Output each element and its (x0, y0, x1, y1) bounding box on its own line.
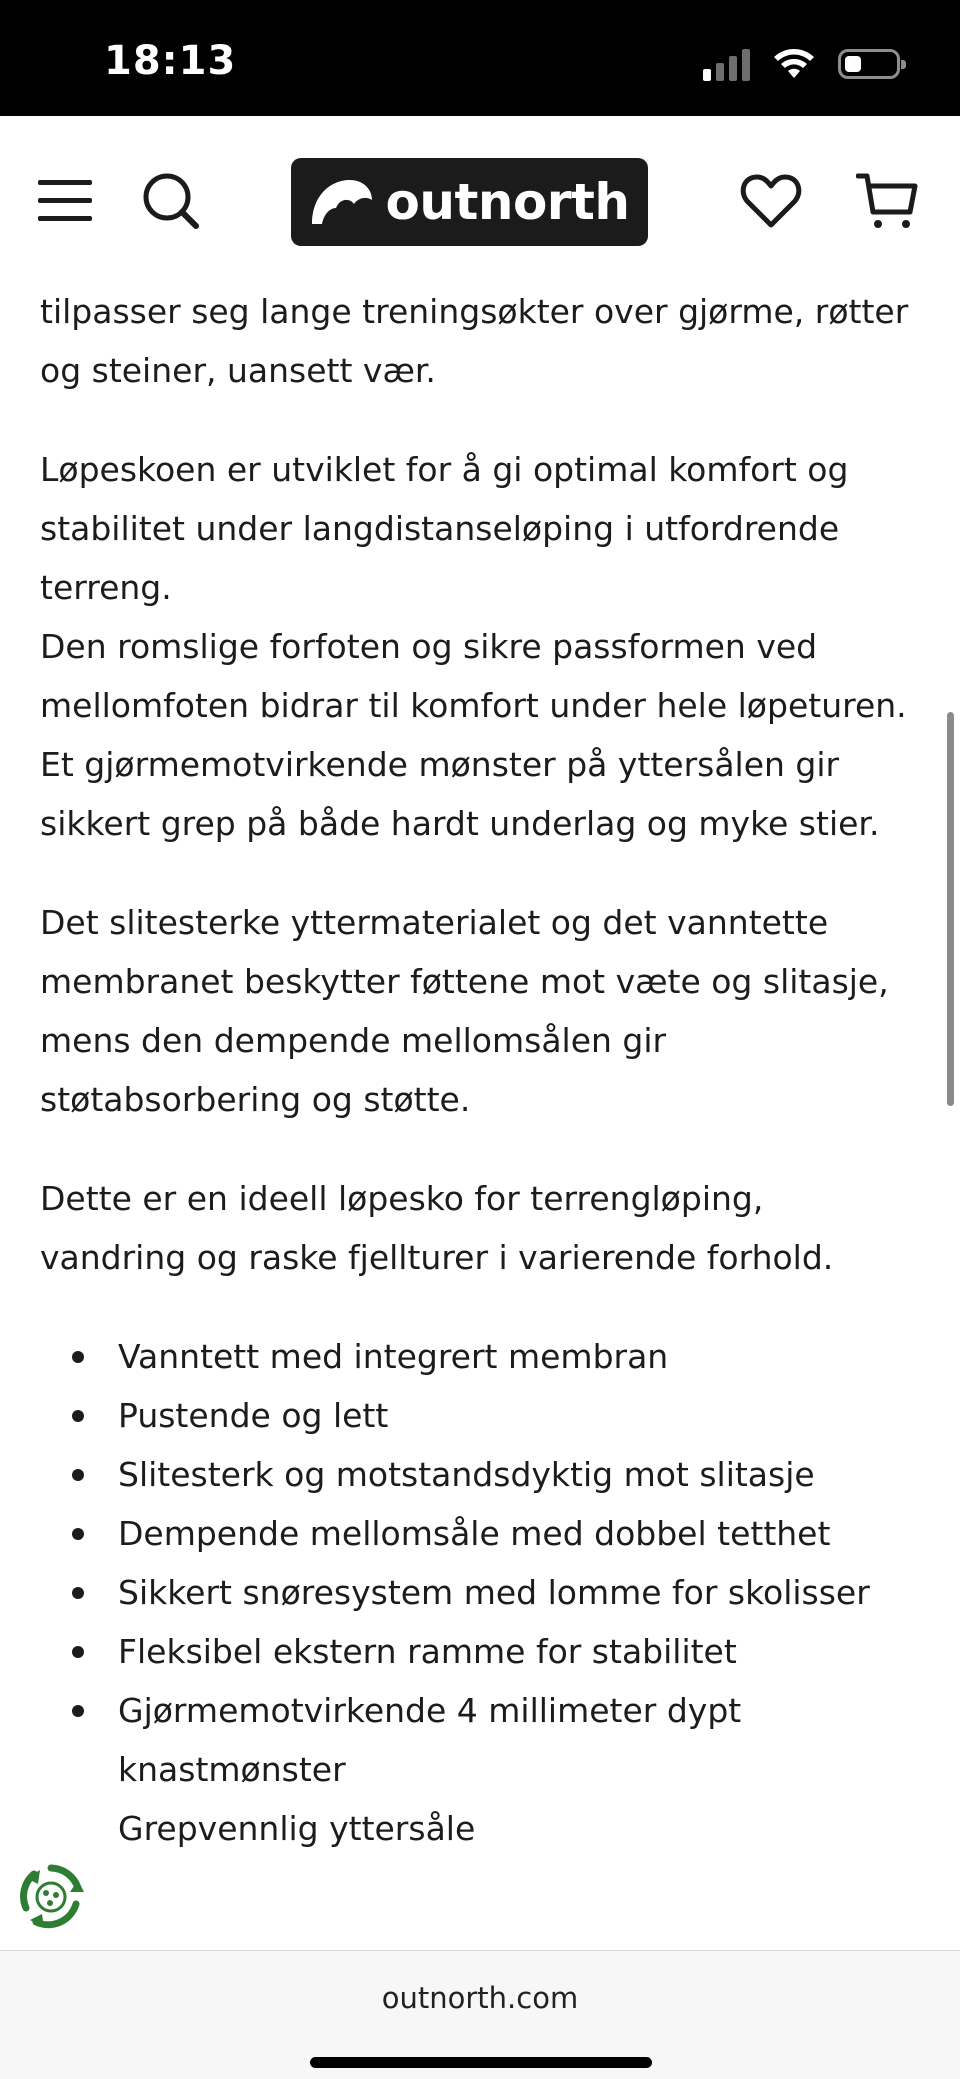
heart-icon (740, 173, 802, 229)
feature-text: Pustende og lett (118, 1396, 389, 1435)
battery-icon (838, 49, 900, 79)
description-paragraph: tilpasser seg lange treningsøkter over gjørme, røtter og steiner, uansett vær. (40, 292, 909, 390)
feature-list-item (40, 1504, 920, 1563)
description-line: Løpeskoen er utviklet for å gi optimal komfort og stabilitet under langdistanseløping i utfordrende terreng. (40, 450, 849, 607)
bullet-icon (72, 1646, 84, 1658)
feature-text: Sikkert snøresystem med lomme for skolisser (118, 1573, 870, 1612)
feature-list-item (40, 1681, 920, 1799)
feature-list-item (40, 1386, 920, 1445)
wishlist-button[interactable] (736, 166, 806, 236)
feature-list-item (40, 1327, 920, 1386)
product-description (40, 282, 920, 1858)
feature-text: Vanntett med integrert membran (118, 1337, 669, 1376)
url-field[interactable]: outnorth.com (381, 1981, 579, 2015)
feature-list (40, 1327, 920, 1858)
bullet-icon (72, 1351, 84, 1363)
wifi-icon (772, 47, 816, 81)
feature-text: Slitesterk og motstandsdyktig mot slitasje (118, 1455, 815, 1494)
description-paragraph: Dette er en ideell løpesko for terrengløping, vandring og raske fjellturer i varierende forhold. (40, 1179, 834, 1277)
page-scrollbar[interactable] (947, 712, 954, 1106)
eco-badge-button[interactable] (16, 1862, 86, 1932)
search-icon (141, 171, 201, 231)
search-button[interactable] (136, 166, 206, 236)
cart-button[interactable] (852, 166, 922, 236)
description-paragraph (40, 440, 920, 853)
cart-icon (856, 170, 918, 232)
feature-list-item (40, 1799, 920, 1858)
cellular-signal-icon (703, 47, 750, 81)
site-logo[interactable] (291, 158, 648, 246)
feature-text: Grepvennlig yttersåle (118, 1809, 476, 1848)
description-line: Den romslige forfoten og sikre passformen ved mellomfoten bidrar til komfort under hele løpeturen. (40, 627, 907, 725)
bullet-icon (72, 1469, 84, 1481)
site-header (0, 116, 960, 286)
home-indicator[interactable] (310, 2057, 652, 2068)
bullet-icon (72, 1528, 84, 1540)
feature-text: Dempende mellomsåle med dobbel tetthet (118, 1514, 831, 1553)
browser-bottom-bar (0, 1950, 960, 2079)
bullet-icon (72, 1705, 84, 1717)
status-time: 18:13 (104, 38, 237, 84)
feature-text: Fleksibel ekstern ramme for stabilitet (118, 1632, 737, 1671)
description-line: Et gjørmemotvirkende mønster på yttersålen gir sikkert grep på både hardt underlag og myke stier. (40, 745, 880, 843)
mountain-logo-icon (310, 178, 374, 226)
feature-list-item (40, 1445, 920, 1504)
status-bar (0, 0, 960, 116)
bullet-icon (72, 1410, 84, 1422)
description-paragraph: Det slitesterke yttermaterialet og det vanntette membranet beskytter føttene mot væte og slitasje, mens den dempende mellomsålen gir støtabsorbering og støtte. (40, 903, 889, 1119)
status-icons (703, 44, 900, 84)
recycle-leaf-icon (16, 1862, 86, 1932)
bullet-icon (72, 1587, 84, 1599)
feature-list-item (40, 1563, 920, 1622)
feature-text: Gjørmemotvirkende 4 millimeter dypt knastmønster (118, 1691, 742, 1789)
logo-text: outnorth (385, 173, 630, 231)
hamburger-menu-icon (36, 177, 94, 225)
menu-button[interactable] (30, 166, 100, 236)
feature-list-item (40, 1622, 920, 1681)
